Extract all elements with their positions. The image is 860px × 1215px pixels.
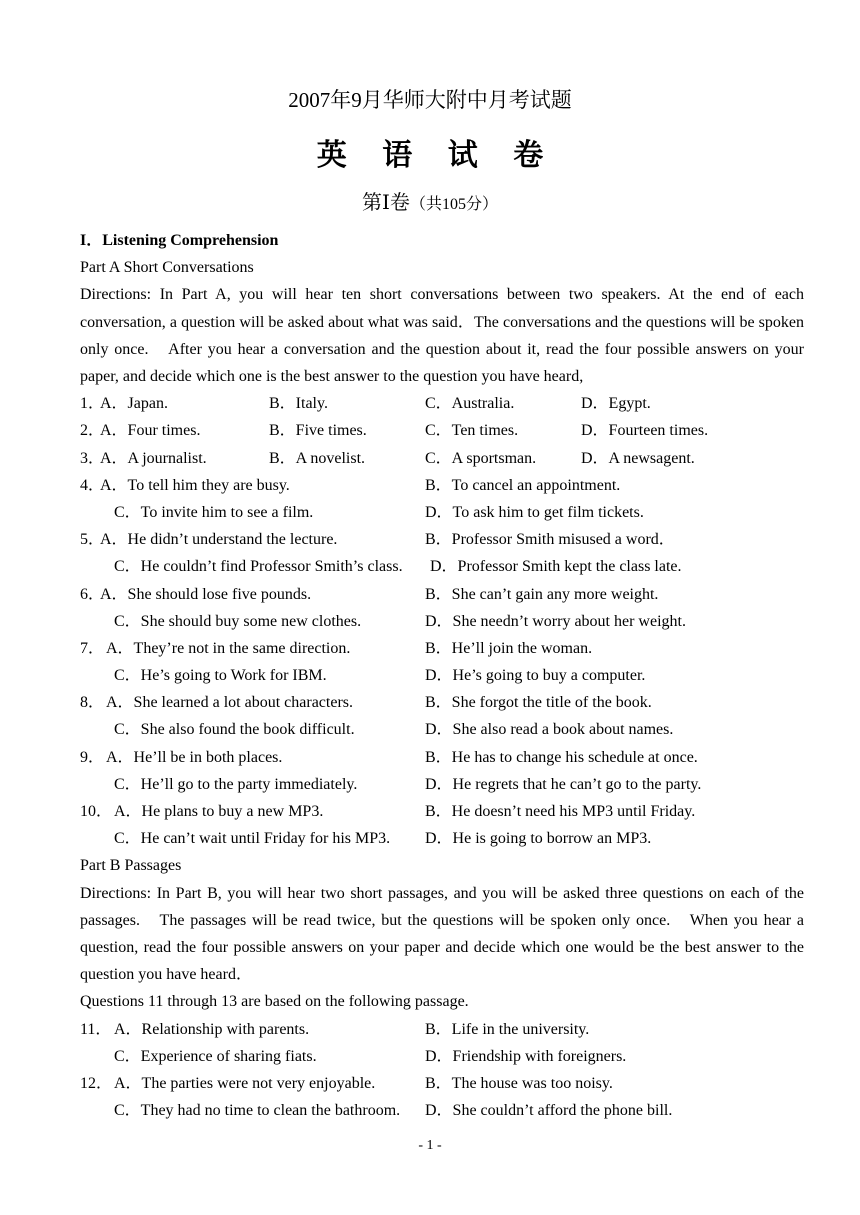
question-number: 8． bbox=[80, 694, 105, 712]
option-d: D．A newsagent. bbox=[581, 449, 695, 467]
option-c: C．They had no time to clean the bathroom. bbox=[114, 1102, 401, 1120]
page-number: - 1 - bbox=[418, 1138, 442, 1153]
option-d: D．Egypt. bbox=[581, 395, 651, 413]
option-b: B．A novelist. bbox=[269, 449, 366, 467]
option-d: D．She needn’t worry about her weight. bbox=[425, 612, 686, 630]
question-number: 1． bbox=[80, 395, 105, 413]
option-d: D．She also read a book about names. bbox=[425, 721, 674, 739]
option-b: B．She can’t gain any more weight. bbox=[425, 585, 659, 603]
question-number: 9． bbox=[80, 748, 105, 766]
question-number: 2． bbox=[80, 422, 105, 440]
option-a: A．She learned a lot about characters. bbox=[106, 694, 354, 712]
option-b: B．He’ll join the woman. bbox=[425, 639, 593, 657]
question-4 bbox=[80, 472, 804, 499]
volume-heading bbox=[0, 186, 860, 215]
option-c: C．He’ll go to the party immediately. bbox=[114, 775, 358, 793]
option-c: C．She also found the book difficult. bbox=[114, 721, 355, 739]
question-8-cont bbox=[80, 716, 804, 743]
passage-note: Questions 11 through 13 are based on the following passage. bbox=[80, 993, 469, 1011]
question-9-cont bbox=[80, 771, 804, 798]
question-10 bbox=[80, 798, 804, 825]
part-a-title: Part A Short Conversations bbox=[80, 259, 254, 277]
option-b: B．The house was too noisy. bbox=[425, 1074, 613, 1092]
option-d: D．He is going to borrow an MP3. bbox=[425, 830, 652, 848]
option-b: B．She forgot the title of the book. bbox=[425, 694, 652, 712]
question-5 bbox=[80, 526, 804, 553]
option-a: A．To tell him they are busy. bbox=[100, 476, 290, 494]
paper-title: 英 语 试 卷 bbox=[316, 139, 558, 172]
question-11-cont bbox=[80, 1043, 804, 1070]
option-d: D．Friendship with foreigners. bbox=[425, 1047, 627, 1065]
option-d: D．Professor Smith kept the class late. bbox=[430, 558, 682, 576]
question-7-cont bbox=[80, 662, 804, 689]
option-b: B．Five times. bbox=[269, 422, 367, 440]
question-number: 7． bbox=[80, 639, 105, 657]
question-11 bbox=[80, 1016, 804, 1043]
option-b: B．Life in the university. bbox=[425, 1020, 590, 1038]
option-c: C．She should buy some new clothes. bbox=[114, 612, 362, 630]
question-number: 5． bbox=[80, 531, 105, 549]
question-number: 11． bbox=[80, 1020, 112, 1038]
option-c: C．He’s going to Work for IBM. bbox=[114, 667, 327, 685]
question-5-cont bbox=[80, 553, 804, 580]
question-2 bbox=[80, 417, 804, 444]
option-d: D．Fourteen times. bbox=[581, 422, 709, 440]
option-c: C．Experience of sharing fiats. bbox=[114, 1047, 317, 1065]
option-a: A．Japan. bbox=[100, 395, 168, 413]
option-b: B．He doesn’t need his MP3 until Friday. bbox=[425, 803, 696, 820]
option-a: A．He plans to buy a new MP3. bbox=[114, 803, 324, 820]
option-c: C．Australia. bbox=[425, 395, 515, 413]
option-c: C．Ten times. bbox=[425, 422, 519, 440]
question-number: 6． bbox=[80, 585, 105, 603]
question-number: 10． bbox=[80, 803, 113, 820]
option-d: D．She couldn’t afford the phone bill. bbox=[425, 1102, 673, 1120]
question-number: 4． bbox=[80, 476, 105, 494]
option-c: C．He can’t wait until Friday for his MP3. bbox=[114, 830, 391, 848]
option-b: B．He has to change his schedule at once. bbox=[425, 748, 698, 766]
question-6 bbox=[80, 581, 804, 608]
option-c: C．A sportsman. bbox=[425, 449, 537, 467]
volume-label: 第Ⅰ卷 bbox=[362, 192, 410, 214]
part-b-title: Part B Passages bbox=[80, 857, 182, 875]
option-b: B．Italy. bbox=[269, 395, 328, 413]
option-d: D．He’s going to buy a computer. bbox=[425, 667, 646, 685]
part-a-directions: Directions: In Part A, you will hear ten short conversations between two speakers. At the end of each conversation, a question will be asked about what was said．The conversations and the questions will be spoken only once. After you hear a conversation and the question about it, read the four possible answers on your paper, and decide which one is the best answer to the question you have heard, bbox=[80, 286, 805, 385]
option-d: D．He regrets that he can’t go to the party. bbox=[425, 775, 702, 793]
question-9 bbox=[80, 744, 804, 771]
option-c: C．To invite him to see a film. bbox=[114, 503, 314, 521]
option-b: B．To cancel an appointment. bbox=[425, 476, 621, 494]
option-a: A．They’re not in the same direction. bbox=[106, 639, 351, 657]
score-note: （共105分） bbox=[409, 196, 498, 213]
question-8 bbox=[80, 689, 804, 716]
option-a: A．Four times. bbox=[100, 422, 201, 440]
option-a: A．She should lose five pounds. bbox=[100, 585, 312, 603]
exam-content bbox=[80, 227, 804, 1124]
question-number: 12． bbox=[80, 1074, 113, 1092]
option-a: A．He didn’t understand the lecture. bbox=[100, 531, 338, 549]
option-b: B．Professor Smith misused a word． bbox=[425, 531, 675, 549]
question-12-cont bbox=[80, 1097, 804, 1124]
question-7 bbox=[80, 635, 804, 662]
question-number: 3． bbox=[80, 449, 105, 467]
option-a: A．A journalist. bbox=[100, 449, 207, 467]
option-d: D．To ask him to get film tickets. bbox=[425, 503, 644, 521]
option-a: A．The parties were not very enjoyable. bbox=[114, 1074, 376, 1092]
question-10-cont bbox=[80, 825, 804, 852]
question-6-cont bbox=[80, 608, 804, 635]
question-3 bbox=[80, 445, 804, 472]
option-a: A．Relationship with parents. bbox=[114, 1020, 310, 1038]
question-12 bbox=[80, 1070, 804, 1097]
exam-title: 2007年9月华师大附中月考试题 bbox=[288, 88, 572, 112]
option-a: A．He’ll be in both places. bbox=[106, 748, 283, 766]
option-c: C．He couldn’t find Professor Smith’s class. bbox=[114, 558, 403, 576]
question-4-cont bbox=[80, 499, 804, 526]
part-b-directions: Directions: In Part B, you will hear two short passages, and you will be asked three questions on each of the passages. The passages will be read twice, but the questions will be spoken only once. When you hear a question, read the four possible answers on your paper and decide which one would be the best answer to the question you have heard． bbox=[80, 884, 804, 984]
section-title: I．Listening Comprehension bbox=[80, 232, 279, 249]
question-1 bbox=[80, 390, 804, 417]
